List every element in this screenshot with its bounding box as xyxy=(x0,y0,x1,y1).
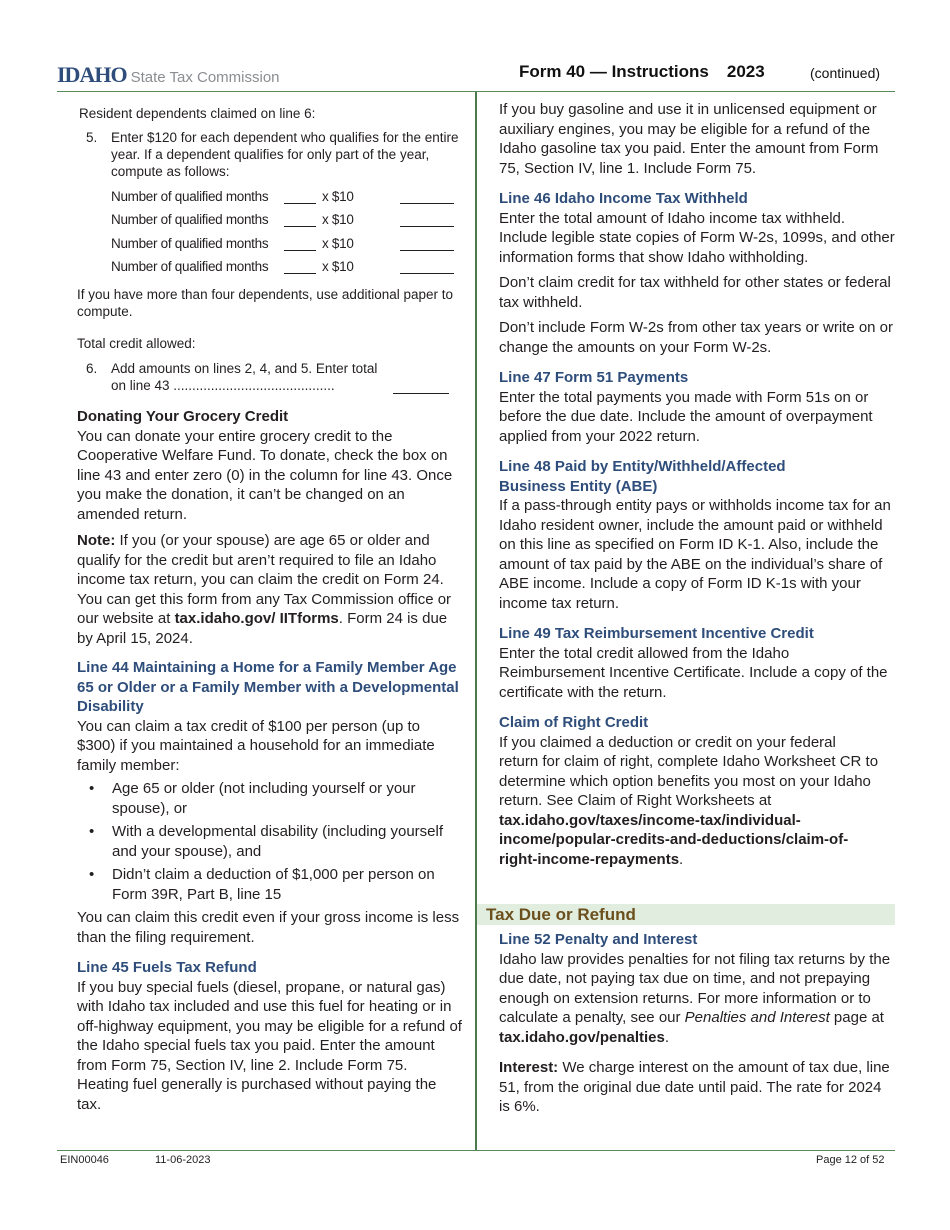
line48-text: If a pass-through entity pays or withholds income tax for an Idaho resident owner, include the amount paid or withheld on this line as specified on Form ID K-1. Also, include the amount of tax paid by the ABE on the individual’s share of ABE income. Include a copy of Form ID K-1s with your income tax return. xyxy=(499,497,891,612)
item-5 xyxy=(86,129,462,180)
months-row: Number of qualified months x $10 xyxy=(111,180,462,204)
idaho-logo xyxy=(57,62,280,88)
list-item: • With a developmental disability (including yourself and your spouse), and xyxy=(77,822,462,861)
footer-date: 11-06-2023 xyxy=(155,1154,211,1166)
line44-heading: Line 44 Maintaining a Home for a Family Member Age 65 or Older or a Family Member with a Developmental Disability xyxy=(77,659,459,715)
list-item: • Age 65 or older (not including yourself or your spouse), or xyxy=(77,779,462,818)
line44-text: You can claim a tax credit of $100 per person (up to $300) if you maintained a household for an immediate family member: xyxy=(77,717,435,774)
months-row: Number of qualified months x $10 xyxy=(111,227,462,251)
line49-text: Enter the total credit allowed from the Idaho Reimbursement Incentive Certificate. Include a copy of the certificate with the return. xyxy=(499,644,888,701)
line44-after: You can claim this credit even if your gross income is less than the filing requirement. xyxy=(77,909,460,946)
section-title: Tax Due or Refund xyxy=(486,905,636,924)
months-row: Number of qualified months x $10 xyxy=(111,251,462,275)
line46-heading: Line 46 Idaho Income Tax Withheld xyxy=(499,190,748,207)
months-blank[interactable] xyxy=(284,259,316,274)
months-blank[interactable] xyxy=(284,236,316,251)
total-credit-label: Total credit allowed: xyxy=(77,336,196,351)
resident-intro: Resident dependents claimed on line 6: xyxy=(79,106,316,121)
interest-paragraph: Interest: We charge interest on the amount of tax due, line 51, from the original due date until paid. The rate for 2024 is 6%. xyxy=(499,1059,890,1115)
form24-link[interactable]: tax.idaho.gov/ IITforms xyxy=(174,610,339,627)
more-than-four-note: If you have more than four dependents, use additional paper to compute. xyxy=(77,287,454,319)
line44-bullets xyxy=(77,779,462,904)
line52-text: Idaho law provides penalties for not filing tax returns by the due date, not paying tax due on time, and not prepaying enough on extension returns. For more information or to calculate a penalty, see our Penalties and Interest page at tax.idaho.gov/penalties. xyxy=(499,950,891,1046)
item-6-number: 6. xyxy=(86,361,98,376)
left-column xyxy=(77,105,462,1114)
page-title xyxy=(519,62,765,82)
months-blank[interactable] xyxy=(284,189,316,204)
line46-text-3: Don’t include Form W-2s from other tax years or write on or change the amounts on your Form W-2s. xyxy=(499,319,894,356)
right-column xyxy=(499,100,897,869)
item-5-number: 5. xyxy=(86,130,98,145)
line46-text-2: Don’t claim credit for tax withheld for other states or federal tax withheld. xyxy=(499,274,891,311)
total-blank[interactable] xyxy=(393,379,449,394)
claim-heading: Claim of Right Credit xyxy=(499,714,649,731)
gasoline-text: If you buy gasoline and use it in unlicensed equipment or auxiliary engines, you may be eligible for a refund of the Idaho gasoline tax you paid. Enter the amount from Form 75, Section IV, line 1. Include Form 75. xyxy=(499,101,879,177)
form-title: Form 40 — Instructions xyxy=(519,62,709,81)
penalties-link[interactable]: tax.idaho.gov/penalties xyxy=(499,1028,665,1046)
months-table xyxy=(77,180,462,274)
item-5-text: Enter $120 for each dependent who qualifies for the entire year. If a dependent qualifies for only part of the year, compute as follows: xyxy=(111,130,459,179)
page-number: Page 12 of 52 xyxy=(816,1154,885,1166)
note-paragraph: Note: If you (or your spouse) are age 65 or older and qualify for the credit but aren’t required to file an Idaho income tax return, you can claim the credit on Form 24. You can get this form from any Tax Commission office or our website at tax.idaho.gov/ IITforms. Form 24 is due by April 15, 2024. xyxy=(77,532,452,647)
claim-of-right-link[interactable]: tax.idaho.gov/taxes/income-tax/individual-income/popular-credits-and-deductions/claim-of-right-income-repayments xyxy=(499,811,849,868)
line45-heading: Line 45 Fuels Tax Refund xyxy=(77,959,257,976)
column-divider xyxy=(475,92,477,1150)
logo-mark: IDAHO xyxy=(57,62,127,87)
line49-heading: Line 49 Tax Reimbursement Incentive Credit xyxy=(499,625,814,642)
months-blank[interactable] xyxy=(284,212,316,227)
donating-heading: Donating Your Grocery Credit xyxy=(77,408,289,425)
list-item: • Didn’t claim a deduction of $1,000 per person on Form 39R, Part B, line 15 xyxy=(77,865,462,904)
amount-blank[interactable] xyxy=(400,236,454,251)
amount-blank[interactable] xyxy=(400,212,454,227)
line47-text: Enter the total payments you made with Form 51s on or before the due date. Include the amount of overpayment applied from your 2022 return. xyxy=(499,388,873,445)
line46-text-1: Enter the total amount of Idaho income tax withheld. Include legible state copies of Form W-2s, 1099s, and other information forms that show Idaho withholding. xyxy=(499,209,895,266)
donating-text: You can donate your entire grocery credit to the Cooperative Welfare Fund. To donate, check the box on line 43 and enter zero (0) in the column for line 43. Once you make the donation, it can’t be changed on an amended return. xyxy=(77,427,453,523)
footer-rule xyxy=(57,1150,895,1151)
item-6-text: Add amounts on lines 2, 4, and 5. Enter total on line 43 ........................................... xyxy=(111,361,378,393)
logo-text: State Tax Commission xyxy=(130,69,280,86)
line45-text: If you buy special fuels (diesel, propane, or natural gas) with Idaho tax included and use this fuel for heating or in off-highway equipment, you may be eligible for a refund of the Idaho special fuels tax you paid. Enter the amount from Form 75, Section IV, line 2. Include Form 75. Heating fuel generally is purchased without paying the tax. xyxy=(77,978,462,1113)
amount-blank[interactable] xyxy=(400,259,454,274)
months-row: Number of qualified months x $10 xyxy=(111,204,462,228)
tax-due-section xyxy=(499,930,894,1117)
claim-text: If you claimed a deduction or credit on your federal return for claim of right, complete Idaho Worksheet CR to determine which option benefits you most on your Idaho return. See Claim of Right Worksheets at tax.idaho.gov/taxes/income-tax/individual-income/popular-credits-and-deductions/claim-of-right-income-repayments. xyxy=(499,733,879,868)
form-year: 2023 xyxy=(726,62,765,81)
footer-code: EIN00046 xyxy=(60,1154,109,1166)
continued-label: (continued) xyxy=(810,65,881,81)
item-6 xyxy=(86,360,462,394)
amount-blank[interactable] xyxy=(400,189,454,204)
line48-heading: Line 48 Paid by Entity/Withheld/Affected Business Entity (ABE) xyxy=(499,458,786,495)
line47-heading: Line 47 Form 51 Payments xyxy=(499,369,689,386)
line52-heading: Line 52 Penalty and Interest xyxy=(499,931,698,948)
